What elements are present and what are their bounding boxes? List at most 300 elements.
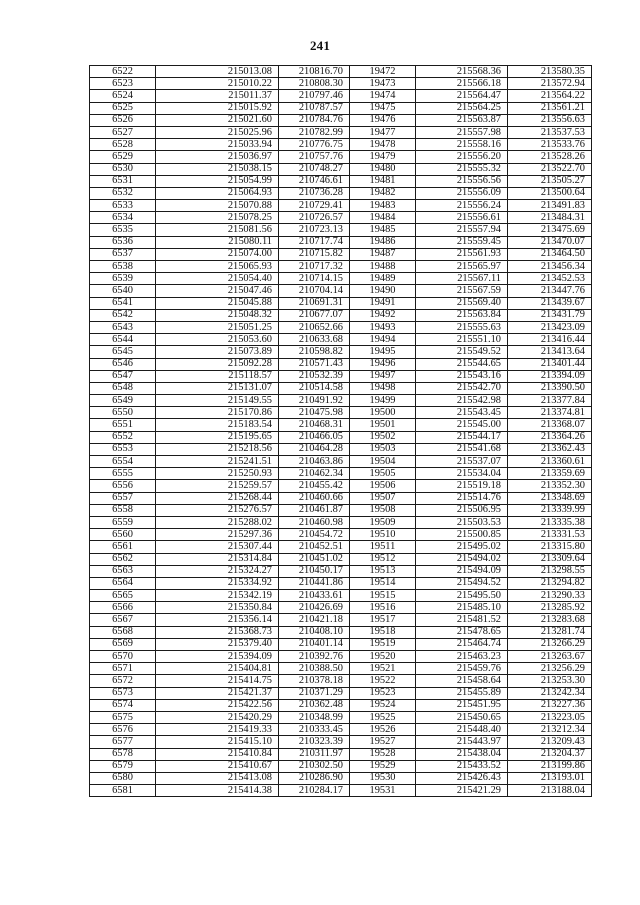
cell-coord-x-b: 215494.02 (416, 553, 508, 565)
cell-coord-x-b: 215565.97 (416, 261, 508, 273)
table-row (90, 785, 592, 797)
cell-coord-y-b: 213522.70 (508, 163, 592, 175)
cell-point-id-a: 6571 (90, 663, 156, 675)
cell-point-id-b: 19526 (350, 724, 416, 736)
cell-coord-y-b: 213528.26 (508, 151, 592, 163)
cell-coord-y-a: 210433.61 (279, 590, 350, 602)
cell-coord-y-a: 210715.82 (279, 248, 350, 260)
cell-point-id-b: 19506 (350, 480, 416, 492)
cell-coord-y-b: 213209.43 (508, 736, 592, 748)
cell-coord-y-b: 213362.43 (508, 443, 592, 455)
cell-coord-y-a: 210714.15 (279, 273, 350, 285)
cell-coord-y-b: 213368.07 (508, 419, 592, 431)
cell-coord-y-b: 213335.38 (508, 516, 592, 528)
table-row (90, 724, 592, 736)
cell-coord-x-a: 215413.08 (156, 772, 279, 784)
cell-coord-y-b: 213413.64 (508, 346, 592, 358)
cell-coord-y-b: 213556.63 (508, 114, 592, 126)
cell-coord-y-a: 210451.02 (279, 553, 350, 565)
cell-coord-y-a: 210441.86 (279, 577, 350, 589)
cell-coord-y-b: 213339.99 (508, 504, 592, 516)
table-row (90, 516, 592, 528)
cell-coord-y-a: 210460.66 (279, 492, 350, 504)
cell-coord-x-b: 215451.95 (416, 699, 508, 711)
cell-coord-x-b: 215478.65 (416, 626, 508, 638)
cell-point-id-a: 6543 (90, 321, 156, 333)
cell-coord-x-b: 215567.11 (416, 273, 508, 285)
cell-coord-y-a: 210717.74 (279, 236, 350, 248)
cell-point-id-a: 6525 (90, 102, 156, 114)
cell-coord-x-b: 215555.32 (416, 163, 508, 175)
table-row (90, 626, 592, 638)
cell-point-id-b: 19484 (350, 212, 416, 224)
cell-point-id-b: 19479 (350, 151, 416, 163)
cell-point-id-a: 6546 (90, 358, 156, 370)
table-row (90, 407, 592, 419)
cell-coord-x-b: 215564.25 (416, 102, 508, 114)
table-row (90, 541, 592, 553)
cell-point-id-b: 19485 (350, 224, 416, 236)
cell-coord-y-b: 213416.44 (508, 334, 592, 346)
cell-coord-x-b: 215544.65 (416, 358, 508, 370)
cell-point-id-a: 6561 (90, 541, 156, 553)
cell-point-id-b: 19477 (350, 126, 416, 138)
cell-point-id-b: 19501 (350, 419, 416, 431)
cell-coord-x-a: 215314.84 (156, 553, 279, 565)
cell-point-id-a: 6529 (90, 151, 156, 163)
cell-coord-y-a: 210704.14 (279, 285, 350, 297)
cell-coord-x-a: 215421.37 (156, 687, 279, 699)
table-row (90, 163, 592, 175)
cell-coord-x-b: 215426.43 (416, 772, 508, 784)
cell-coord-x-a: 215074.00 (156, 248, 279, 260)
cell-point-id-a: 6526 (90, 114, 156, 126)
cell-coord-y-a: 210284.17 (279, 785, 350, 797)
cell-coord-x-b: 215506.95 (416, 504, 508, 516)
cell-point-id-b: 19497 (350, 370, 416, 382)
table-row (90, 504, 592, 516)
cell-point-id-b: 19499 (350, 395, 416, 407)
cell-coord-y-b: 213564.22 (508, 90, 592, 102)
cell-point-id-b: 19527 (350, 736, 416, 748)
table-row (90, 102, 592, 114)
cell-point-id-a: 6537 (90, 248, 156, 260)
cell-coord-x-a: 215118.57 (156, 370, 279, 382)
cell-coord-x-b: 215500.85 (416, 529, 508, 541)
cell-coord-y-a: 210362.48 (279, 699, 350, 711)
cell-coord-x-a: 215410.84 (156, 748, 279, 760)
cell-coord-y-b: 213212.34 (508, 724, 592, 736)
cell-coord-x-a: 215053.60 (156, 334, 279, 346)
cell-point-id-a: 6555 (90, 468, 156, 480)
table-row (90, 711, 592, 723)
cell-point-id-a: 6535 (90, 224, 156, 236)
cell-point-id-b: 19492 (350, 309, 416, 321)
cell-coord-x-b: 215545.00 (416, 419, 508, 431)
cell-coord-x-a: 215054.99 (156, 175, 279, 187)
cell-coord-x-b: 215464.74 (416, 638, 508, 650)
cell-coord-y-b: 213537.53 (508, 126, 592, 138)
cell-coord-x-a: 215131.07 (156, 382, 279, 394)
cell-coord-y-a: 210378.18 (279, 675, 350, 687)
cell-coord-y-a: 210408.10 (279, 626, 350, 638)
cell-coord-y-b: 213401.44 (508, 358, 592, 370)
cell-point-id-a: 6567 (90, 614, 156, 626)
cell-coord-y-a: 210463.86 (279, 456, 350, 468)
cell-point-id-a: 6544 (90, 334, 156, 346)
cell-coord-x-b: 215568.36 (416, 66, 508, 78)
cell-point-id-b: 19509 (350, 516, 416, 528)
cell-point-id-a: 6551 (90, 419, 156, 431)
cell-coord-y-a: 210726.57 (279, 212, 350, 224)
cell-coord-y-a: 210808.30 (279, 78, 350, 90)
cell-coord-x-b: 215438.04 (416, 748, 508, 760)
cell-coord-x-a: 215297.36 (156, 529, 279, 541)
table-row (90, 638, 592, 650)
table-row (90, 297, 592, 309)
cell-point-id-a: 6557 (90, 492, 156, 504)
cell-coord-y-a: 210784.76 (279, 114, 350, 126)
cell-coord-y-b: 213193.01 (508, 772, 592, 784)
cell-coord-y-a: 210691.31 (279, 297, 350, 309)
cell-coord-x-a: 215013.08 (156, 66, 279, 78)
cell-coord-y-a: 210532.39 (279, 370, 350, 382)
cell-coord-x-a: 215241.51 (156, 456, 279, 468)
cell-coord-y-a: 210454.72 (279, 529, 350, 541)
table-row (90, 468, 592, 480)
cell-point-id-b: 19496 (350, 358, 416, 370)
cell-coord-x-b: 215459.76 (416, 663, 508, 675)
cell-coord-x-a: 215047.46 (156, 285, 279, 297)
cell-coord-x-a: 215276.57 (156, 504, 279, 516)
cell-point-id-a: 6564 (90, 577, 156, 589)
cell-coord-y-b: 213294.82 (508, 577, 592, 589)
cell-coord-y-a: 210776.75 (279, 139, 350, 151)
table-row (90, 590, 592, 602)
cell-point-id-b: 19494 (350, 334, 416, 346)
cell-point-id-a: 6554 (90, 456, 156, 468)
cell-point-id-b: 19522 (350, 675, 416, 687)
cell-coord-y-b: 213452.53 (508, 273, 592, 285)
cell-point-id-a: 6558 (90, 504, 156, 516)
table-row (90, 248, 592, 260)
cell-coord-y-a: 210729.41 (279, 200, 350, 212)
cell-coord-x-a: 215410.67 (156, 760, 279, 772)
cell-point-id-b: 19512 (350, 553, 416, 565)
table-row (90, 358, 592, 370)
cell-coord-x-a: 215051.25 (156, 321, 279, 333)
cell-point-id-a: 6568 (90, 626, 156, 638)
table-row (90, 175, 592, 187)
cell-coord-x-b: 215557.98 (416, 126, 508, 138)
cell-coord-y-b: 213374.81 (508, 407, 592, 419)
cell-coord-y-b: 213464.50 (508, 248, 592, 260)
cell-coord-y-a: 210464.28 (279, 443, 350, 455)
cell-coord-x-b: 215551.10 (416, 334, 508, 346)
cell-coord-x-b: 215569.40 (416, 297, 508, 309)
cell-point-id-b: 19518 (350, 626, 416, 638)
cell-point-id-a: 6553 (90, 443, 156, 455)
cell-coord-x-a: 215038.15 (156, 163, 279, 175)
cell-coord-y-a: 210452.51 (279, 541, 350, 553)
cell-coord-y-b: 213281.74 (508, 626, 592, 638)
cell-point-id-a: 6538 (90, 261, 156, 273)
table-row (90, 456, 592, 468)
cell-coord-y-b: 213266.29 (508, 638, 592, 650)
table-row (90, 419, 592, 431)
cell-coord-x-b: 215494.09 (416, 565, 508, 577)
table-row (90, 565, 592, 577)
cell-point-id-a: 6532 (90, 187, 156, 199)
cell-coord-y-b: 213572.94 (508, 78, 592, 90)
cell-point-id-a: 6522 (90, 66, 156, 78)
table-row (90, 126, 592, 138)
table-row (90, 285, 592, 297)
cell-coord-y-b: 213439.67 (508, 297, 592, 309)
cell-coord-y-b: 213360.61 (508, 456, 592, 468)
cell-coord-y-a: 210460.98 (279, 516, 350, 528)
cell-coord-y-a: 210491.92 (279, 395, 350, 407)
cell-point-id-b: 19483 (350, 200, 416, 212)
cell-point-id-b: 19514 (350, 577, 416, 589)
cell-coord-x-b: 215544.17 (416, 431, 508, 443)
cell-coord-x-b: 215555.63 (416, 321, 508, 333)
cell-coord-x-a: 215288.02 (156, 516, 279, 528)
cell-coord-x-b: 215561.93 (416, 248, 508, 260)
table-row (90, 529, 592, 541)
cell-coord-y-a: 210816.70 (279, 66, 350, 78)
table-row (90, 663, 592, 675)
cell-coord-x-a: 215080.11 (156, 236, 279, 248)
cell-point-id-b: 19504 (350, 456, 416, 468)
cell-coord-x-b: 215450.65 (416, 711, 508, 723)
cell-coord-x-a: 215065.93 (156, 261, 279, 273)
cell-coord-y-a: 210401.14 (279, 638, 350, 650)
cell-coord-x-b: 215443.97 (416, 736, 508, 748)
table-row (90, 687, 592, 699)
cell-coord-x-b: 215549.52 (416, 346, 508, 358)
cell-point-id-b: 19524 (350, 699, 416, 711)
cell-coord-x-a: 215054.40 (156, 273, 279, 285)
cell-point-id-a: 6573 (90, 687, 156, 699)
cell-point-id-a: 6536 (90, 236, 156, 248)
cell-coord-y-a: 210311.97 (279, 748, 350, 760)
cell-point-id-b: 19507 (350, 492, 416, 504)
cell-point-id-a: 6527 (90, 126, 156, 138)
cell-point-id-b: 19473 (350, 78, 416, 90)
cell-coord-x-b: 215558.16 (416, 139, 508, 151)
cell-coord-x-b: 215556.09 (416, 187, 508, 199)
cell-coord-x-b: 215541.68 (416, 443, 508, 455)
cell-point-id-b: 19516 (350, 602, 416, 614)
cell-coord-y-a: 210462.34 (279, 468, 350, 480)
cell-point-id-b: 19530 (350, 772, 416, 784)
cell-coord-x-a: 215414.38 (156, 785, 279, 797)
cell-coord-y-b: 213204.37 (508, 748, 592, 760)
cell-coord-y-b: 213290.33 (508, 590, 592, 602)
cell-point-id-a: 6575 (90, 711, 156, 723)
cell-coord-x-a: 215350.84 (156, 602, 279, 614)
cell-coord-y-a: 210652.66 (279, 321, 350, 333)
cell-point-id-b: 19511 (350, 541, 416, 553)
cell-point-id-a: 6570 (90, 651, 156, 663)
cell-coord-x-a: 215422.56 (156, 699, 279, 711)
cell-coord-x-a: 215033.94 (156, 139, 279, 151)
cell-coord-y-a: 210302.50 (279, 760, 350, 772)
cell-coord-y-b: 213447.76 (508, 285, 592, 297)
cell-point-id-a: 6542 (90, 309, 156, 321)
cell-point-id-a: 6565 (90, 590, 156, 602)
cell-point-id-a: 6556 (90, 480, 156, 492)
table-row (90, 90, 592, 102)
cell-coord-y-b: 213298.55 (508, 565, 592, 577)
cell-point-id-b: 19513 (350, 565, 416, 577)
cell-coord-x-a: 215420.29 (156, 711, 279, 723)
cell-coord-x-b: 215537.07 (416, 456, 508, 468)
cell-point-id-a: 6548 (90, 382, 156, 394)
cell-point-id-a: 6574 (90, 699, 156, 711)
cell-point-id-b: 19472 (350, 66, 416, 78)
cell-point-id-a: 6563 (90, 565, 156, 577)
table-row (90, 602, 592, 614)
cell-coord-y-a: 210736.28 (279, 187, 350, 199)
table-row (90, 382, 592, 394)
cell-coord-y-b: 213223.05 (508, 711, 592, 723)
cell-coord-x-a: 215394.09 (156, 651, 279, 663)
cell-coord-y-b: 213364.26 (508, 431, 592, 443)
coordinates-table (89, 65, 592, 797)
cell-point-id-b: 19515 (350, 590, 416, 602)
cell-coord-y-b: 213348.69 (508, 492, 592, 504)
cell-point-id-b: 19519 (350, 638, 416, 650)
cell-point-id-a: 6552 (90, 431, 156, 443)
cell-coord-x-a: 215021.60 (156, 114, 279, 126)
cell-coord-y-b: 213188.04 (508, 785, 592, 797)
cell-coord-y-b: 213533.76 (508, 139, 592, 151)
page-number: 241 (309, 38, 331, 53)
table-row (90, 346, 592, 358)
cell-coord-x-a: 215045.88 (156, 297, 279, 309)
cell-coord-x-a: 215015.92 (156, 102, 279, 114)
cell-coord-y-b: 213377.84 (508, 395, 592, 407)
cell-point-id-a: 6579 (90, 760, 156, 772)
cell-point-id-b: 19490 (350, 285, 416, 297)
cell-coord-x-a: 215404.81 (156, 663, 279, 675)
cell-coord-x-a: 215356.14 (156, 614, 279, 626)
cell-coord-y-a: 210426.69 (279, 602, 350, 614)
cell-point-id-a: 6580 (90, 772, 156, 784)
cell-coord-y-a: 210371.29 (279, 687, 350, 699)
table-row (90, 492, 592, 504)
cell-coord-x-b: 215485.10 (416, 602, 508, 614)
table-row (90, 212, 592, 224)
cell-point-id-a: 6578 (90, 748, 156, 760)
table-row (90, 699, 592, 711)
cell-coord-x-a: 215250.93 (156, 468, 279, 480)
cell-point-id-a: 6560 (90, 529, 156, 541)
cell-point-id-b: 19528 (350, 748, 416, 760)
table-row (90, 200, 592, 212)
cell-coord-x-b: 215503.53 (416, 516, 508, 528)
cell-coord-x-a: 215170.86 (156, 407, 279, 419)
cell-coord-y-a: 210286.90 (279, 772, 350, 784)
table-row (90, 224, 592, 236)
cell-coord-x-b: 215559.45 (416, 236, 508, 248)
cell-point-id-a: 6531 (90, 175, 156, 187)
cell-coord-y-a: 210633.68 (279, 334, 350, 346)
cell-coord-x-b: 215564.47 (416, 90, 508, 102)
cell-point-id-a: 6533 (90, 200, 156, 212)
cell-coord-x-b: 215458.64 (416, 675, 508, 687)
cell-coord-x-a: 215414.75 (156, 675, 279, 687)
table-row (90, 309, 592, 321)
cell-coord-x-a: 215070.88 (156, 200, 279, 212)
cell-coord-y-b: 213256.29 (508, 663, 592, 675)
cell-coord-y-b: 213580.35 (508, 66, 592, 78)
table-row (90, 675, 592, 687)
cell-point-id-a: 6577 (90, 736, 156, 748)
cell-coord-y-b: 213227.36 (508, 699, 592, 711)
cell-coord-y-a: 210466.05 (279, 431, 350, 443)
cell-point-id-b: 19486 (350, 236, 416, 248)
table-row (90, 431, 592, 443)
cell-coord-x-b: 215543.16 (416, 370, 508, 382)
cell-coord-y-b: 213199.86 (508, 760, 592, 772)
cell-coord-y-b: 213475.69 (508, 224, 592, 236)
cell-coord-y-a: 210717.32 (279, 261, 350, 273)
cell-point-id-a: 6576 (90, 724, 156, 736)
cell-coord-x-b: 215542.98 (416, 395, 508, 407)
cell-coord-y-b: 213456.34 (508, 261, 592, 273)
cell-coord-y-a: 210757.76 (279, 151, 350, 163)
cell-coord-x-a: 215078.25 (156, 212, 279, 224)
table-row (90, 443, 592, 455)
cell-coord-y-a: 210392.76 (279, 651, 350, 663)
cell-coord-y-a: 210455.42 (279, 480, 350, 492)
cell-point-id-b: 19529 (350, 760, 416, 772)
cell-coord-x-b: 215534.04 (416, 468, 508, 480)
cell-coord-x-a: 215342.19 (156, 590, 279, 602)
cell-coord-x-b: 215556.61 (416, 212, 508, 224)
cell-coord-x-a: 215268.44 (156, 492, 279, 504)
cell-coord-y-a: 210475.98 (279, 407, 350, 419)
cell-coord-y-b: 213352.30 (508, 480, 592, 492)
cell-point-id-b: 19481 (350, 175, 416, 187)
cell-coord-y-a: 210746.61 (279, 175, 350, 187)
cell-coord-x-a: 215036.97 (156, 151, 279, 163)
cell-coord-x-a: 215010.22 (156, 78, 279, 90)
cell-point-id-b: 19508 (350, 504, 416, 516)
cell-coord-y-b: 213253.30 (508, 675, 592, 687)
cell-coord-y-a: 210782.99 (279, 126, 350, 138)
cell-coord-x-a: 215419.33 (156, 724, 279, 736)
table-row (90, 736, 592, 748)
cell-point-id-b: 19493 (350, 321, 416, 333)
cell-coord-y-a: 210797.46 (279, 90, 350, 102)
cell-coord-y-b: 213431.79 (508, 309, 592, 321)
table-row (90, 78, 592, 90)
table-row (90, 114, 592, 126)
cell-coord-x-b: 215556.56 (416, 175, 508, 187)
cell-coord-x-a: 215092.28 (156, 358, 279, 370)
cell-coord-x-a: 215324.27 (156, 565, 279, 577)
cell-point-id-b: 19478 (350, 139, 416, 151)
cell-coord-x-b: 215563.87 (416, 114, 508, 126)
cell-point-id-a: 6539 (90, 273, 156, 285)
table-row (90, 480, 592, 492)
cell-point-id-a: 6566 (90, 602, 156, 614)
cell-point-id-b: 19502 (350, 431, 416, 443)
